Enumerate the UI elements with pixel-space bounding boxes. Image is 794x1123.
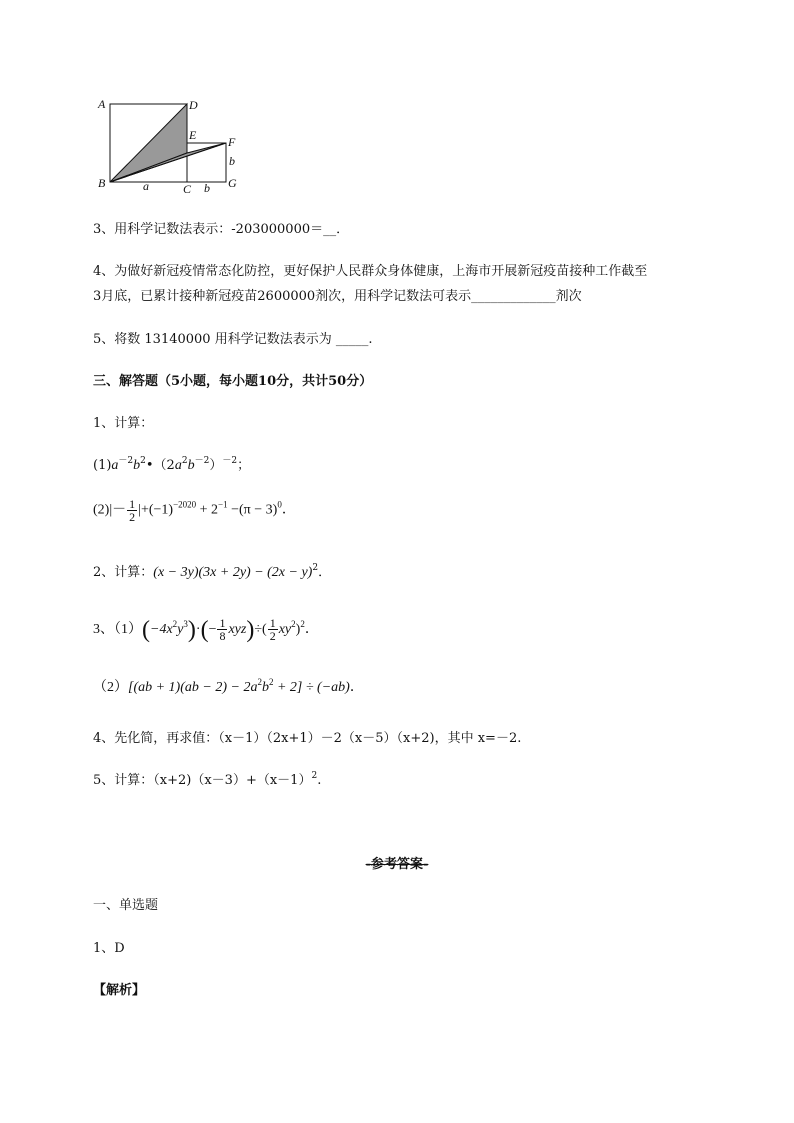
section-3-title: 三、解答题（5小题，每小题10分，共计50分） bbox=[93, 374, 373, 389]
label-e-point: E bbox=[189, 128, 197, 142]
fill-question-4-line2: 3月底，已累计接种新冠疫苗2600000剂次，用科学记数法可表示_____________剂次 bbox=[93, 289, 582, 304]
label-c-point: C bbox=[183, 182, 192, 195]
fraction-one-eighth: $\frac{1}{8}$ bbox=[219, 616, 226, 644]
label-f-point: F bbox=[228, 135, 236, 149]
solve-question-1: 1、计算： bbox=[93, 416, 154, 431]
shaded-triangle-bde bbox=[110, 104, 187, 182]
label-b-point: B bbox=[98, 176, 106, 190]
solve-question-2: 2、计算：$(x - 3y)(3x + 2y) - (2x - y)^2$． bbox=[93, 563, 332, 580]
solve-question-3-part-2: $(2)[(ab + 1)(ab - 2) - 2a^2b^2 + 2] \div (-ab)$． bbox=[93, 677, 364, 695]
fill-question-5: 5、将数 13140000 用科学记数法表示为 _____. bbox=[93, 332, 373, 347]
solve-question-3-part-1: 3、$(1)(-4x^2y^3)\cdot(-$ $\frac{1}{8}$ xyz)÷( $\frac{1}{2}$ $xy^2)^2$． bbox=[93, 616, 319, 644]
label-bottom-b: b bbox=[204, 181, 210, 195]
fill-question-4-line1: 4、为做好新冠疫情常态化防控，更好保护人民群众身体健康，上海市开展新冠疫苗接种工作截至 bbox=[93, 264, 648, 279]
answers-title: -参考答案- bbox=[365, 857, 429, 872]
label-side-a: a bbox=[143, 179, 149, 193]
fraction-one-half-2: $\frac{1}{2}$ bbox=[269, 616, 276, 644]
label-side-b: b bbox=[229, 154, 235, 168]
fraction-one-half: $\frac{1}{2}$ bbox=[129, 497, 136, 524]
solve-question-1-part-1: $(1)a^{-2}b^2•(2a^2b^{-2})^{-2}$； bbox=[93, 456, 251, 473]
solve-question-1-part-2: (2)|－ $\frac{1}{2}$ $|+(-1)^{-2020} + 2^{-1} -(\pi - 3)^0$． bbox=[93, 497, 296, 524]
label-d-point: D bbox=[189, 98, 198, 112]
answers-section-1: 一、单选题 bbox=[93, 898, 159, 913]
analysis-label: 【解析】 bbox=[93, 983, 146, 998]
label-a-point: A bbox=[98, 97, 106, 111]
solve-question-4: 4、先化简，再求值：（x－1）（2x+1）－2（x－5）（x+2)，其中 x=－2. bbox=[93, 731, 522, 746]
answer-1: 1、D bbox=[93, 941, 125, 956]
solve-question-5: 5、计算：$(x+2)(x-3)+(x-1)^2$. bbox=[93, 771, 322, 788]
fill-question-3: 3、用科学记数法表示：-203000000＝__． bbox=[93, 222, 350, 237]
geometry-figure bbox=[95, 95, 255, 195]
label-g-point: G bbox=[228, 176, 237, 190]
